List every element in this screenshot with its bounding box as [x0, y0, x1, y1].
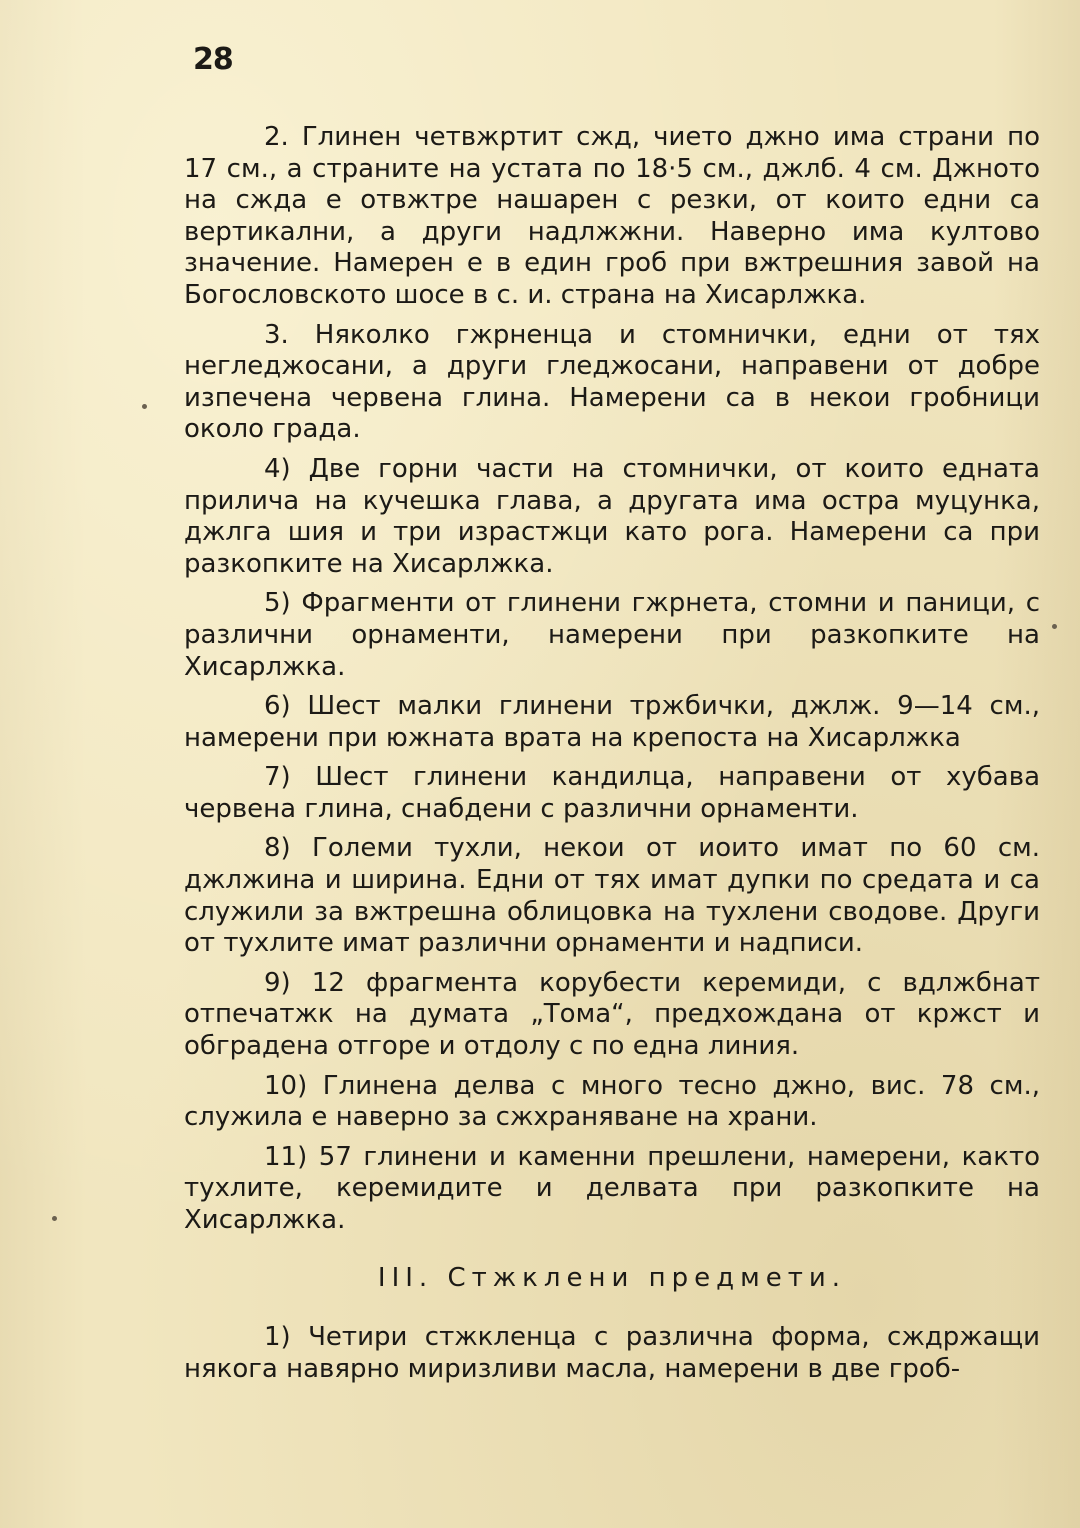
paragraph-item-3: 3. Няколко гжрненца и стомнички, едни от тях негледжосани, а други гледжосани, направени от добре изпечена червена глина. Намерени са в некои гробници около града.	[184, 319, 1040, 445]
paper-speck	[52, 1216, 57, 1221]
paper-speck	[142, 404, 147, 409]
page-number: 28	[193, 42, 233, 77]
paragraph-item-11: 11) 57 глинени и каменни прешлени, намерени, както тухлите, керемидите и делвата при разкопките на Хисарлжка.	[184, 1141, 1040, 1235]
section-paragraph-item-1: 1) Четири стжкленца с различна форма, сждржащи някога навярно миризливи масла, намерени в две гроб-	[184, 1322, 1040, 1384]
paragraph-item-8: 8) Големи тухли, некои от иоито имат по 60 см. джлжина и ширина. Едни от тях имат дупки по средата и са служили за вжтрешна облицовка на тухлени сводове. Други от тухлите имат различни орнаменти и надписи.	[184, 833, 1040, 959]
paragraph-item-2: 2. Глинен четвжртит сжд, чието джно има страни по 17 см., а страните на устата по 18·5 см., джлб. 4 см. Джното на сжда е отвжтре нашарен с резки, от които едни са вертикални, а други надлжжни. Наверно има култово значение. Намерен е в един гроб при вжтрешния завой на Богословското шосе в с. и. страна на Хисарлжка.	[184, 122, 1040, 310]
paper-speck	[1052, 624, 1057, 629]
paragraph-item-6: 6) Шест малки глинени тржбички, джлж. 9—14 см., намерени при южната врата на крепоста на Хисарлжка	[184, 691, 1040, 753]
paragraph-item-4: 4) Две горни части на стомнички, от които едната прилича на кучешка глава, а другата има остра муцунка, джлга шия и три израстжци като рога. Намерени са при разкопките на Хисарлжка.	[184, 453, 1040, 579]
paragraph-item-7: 7) Шест глинени кандилца, направени от хубава червена глина, снабдени с различни орнаменти.	[184, 762, 1040, 824]
page-text	[184, 122, 1040, 1393]
paragraph-item-5: 5) Фрагменти от глинени гжрнета, стомни и паници, с различни орнаменти, намерени при разкопките на Хисарлжка.	[184, 588, 1040, 682]
section-heading: III. Стжклени предмети.	[377, 1262, 847, 1293]
paragraph-item-9: 9) 12 фрагмента корубести керемиди, с вдлжбнат отпечатжк на думата „Тома“, предхождана от кржст и обградена отгоре и отдолу с по една линия.	[184, 967, 1040, 1062]
paragraph-item-10: 10) Глинена делва с много тесно джно, вис. 78 см., служила е наверно за сжхраняване на храни.	[184, 1070, 1040, 1133]
